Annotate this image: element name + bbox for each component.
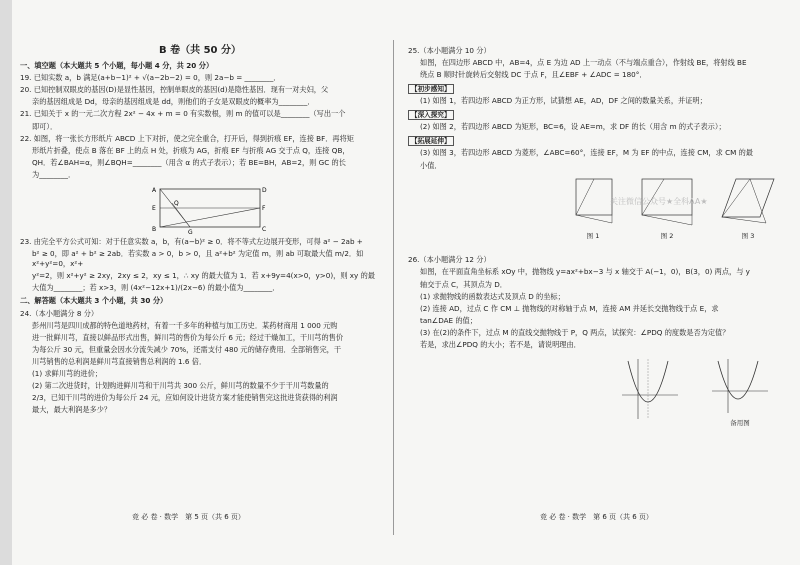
question-24-line2: 进一批鲜川芎，直接以鲜品形式出售，鲜川芎的售价为每公斤 6 元；经过干燥加工，干川芎的售价: [32, 332, 344, 342]
figure-1-caption: 图 1: [586, 231, 600, 240]
question-25-line1: 如图，在四边形 ABCD 中，AB=4，点 E 为边 AD 上一动点（不与端点重合），作射线 BE，将射线 BE: [420, 58, 747, 68]
question-23-line3: y²=2，则 x²+y² ≥ 2xy，2xy ≤ 2，xy ≤ 1，∴ xy 的最大值为 1．若 x+9y=4(x>0，y>0)，则 xy 的最: [32, 271, 375, 281]
question-22-line4: 为________．: [32, 169, 76, 179]
spare-figure: [708, 357, 772, 429]
question-26-part2-end: tan∠DAE 的值；: [420, 315, 477, 325]
svg-text:C: C: [262, 225, 267, 233]
question-26-part3-end: 若是，求出∠PDQ 的大小；若不是，请说明理由．: [420, 340, 581, 349]
svg-text:F: F: [262, 204, 266, 212]
parabola-figure: [618, 357, 682, 421]
question-26-line1: 如图，在平面直角坐标系 xOy 中，抛物线 y=ax²+bx−3 与 x 轴交于 A(−1，0)，B(3，0) 两点，与 y: [420, 267, 750, 277]
question-20-line2: 亲的基因组成是 Dd，母亲的基因组成是 dd，则他们的子女是双眼皮的概率为________．: [32, 97, 315, 107]
tag-initial: 【初步感知】: [408, 84, 454, 94]
question-24-line4: 川芎销售的总利润是鲜川芎直接销售总利润的 1.6 倍．: [32, 356, 207, 366]
tag-extend: 【拓展延伸】: [408, 136, 454, 146]
q22-figure: [150, 183, 270, 235]
svg-text:B: B: [152, 225, 157, 233]
q25-figures: [568, 175, 778, 241]
question-24-line1: 彭州川芎是四川成都的特色道地药材，有着一千多年的种植与加工历史．某药材商用 1 000 元购: [32, 320, 338, 330]
question-21-line2: 即可）．: [32, 121, 58, 131]
question-24-part2-cont: 2/3，已知干川芎的进价为每公斤 24 元，应如何设计进货方案才能使销售完这批进货获得的利润: [32, 393, 338, 403]
figure-2-caption: 图 2: [660, 231, 674, 240]
question-24-part1: (1) 求鲜川芎的进价；: [32, 369, 102, 379]
figure-1: [568, 175, 618, 241]
figure-2: [636, 175, 698, 241]
question-26-part1: (1) 求抛物线的函数表达式及顶点 D 的坐标；: [420, 291, 565, 301]
question-20-line1: 20. 已知控制双眼皮的基因(D)是显性基因，控制单眼皮的基因(d)是隐性基因．现有一对夫妇，父: [20, 85, 329, 95]
question-22-line1: 22. 如图，将一张长方形纸片 ABCD 上下对折，使之完全重合，打开后，得到折痕 EF，连接 BF．再将矩: [20, 133, 354, 143]
left-page: [20, 46, 380, 417]
figure-3-caption: 图 3: [741, 231, 755, 240]
question-23-line2: b² ≥ 0，即 a² + b² ≥ 2ab．若实数 a > 0，b > 0，且 a²+b² 为定值 m，则 ab 可取最大值 m/2．如 x²+y²=0，x²+: [32, 248, 364, 269]
fill-blank-heading: 一、填空题（本大题共 5 个小题，每小题 4 分，共 20 分）: [20, 60, 214, 70]
answer-heading: 二、解答题（本大题共 3 个小题，共 30 分）: [20, 296, 168, 305]
right-footer: 竞 必 卷 · 数学 第 6 页（共 6 页）: [540, 513, 653, 521]
question-25-part2: (2) 如图 2，若四边形 ABCD 为矩形，BC=6，设 AE=m，求 DF 的长（用含 m 的式子表示）；: [420, 122, 726, 132]
svg-text:Q: Q: [174, 199, 179, 207]
svg-text:D: D: [262, 186, 267, 194]
svg-text:E: E: [152, 204, 156, 212]
question-25-part3: (3) 如图 3，若四边形 ABCD 为菱形，∠ABC=60°，连接 EF，M 为 EF 的中点，连接 CM，求 CM 的最: [420, 148, 753, 158]
question-26-line2: 轴交于点 C，其顶点为 D．: [420, 279, 507, 289]
svg-text:A: A: [152, 186, 157, 194]
question-23-line1: 23. 由完全平方公式可知：对于任意实数 a，b，有(a−b)² ≥ 0．将不等式左边展开变形，可得 a² − 2ab +: [20, 236, 363, 246]
left-footer: 竞 必 卷 · 数学 第 5 页（共 6 页）: [132, 513, 245, 521]
right-page: [408, 46, 778, 429]
question-26-part2: (2) 连接 AD，过点 C 作 CM ⊥ 抛物线的对称轴于点 M，连接 AM 并延长交抛物线于点 E，求: [420, 303, 719, 313]
tag-deep: 【深入探究】: [408, 110, 454, 120]
section-title: B 卷（共 50 分）: [159, 45, 241, 56]
watermark: 关注微信公众号★全科AA★: [610, 197, 708, 206]
question-26-part3: (3) 在(2)的条件下，过点 M 的直线交抛物线于 P，Q 两点，试探究：∠PDQ 的度数是否为定值？: [420, 327, 730, 337]
question-25-line2: 绕点 B 顺时针旋转后交射线 DC 于点 F，且∠EBF + ∠ADC = 180°．: [420, 70, 647, 80]
page-divider: [393, 40, 394, 535]
question-24-line3: 为每公斤 30 元，但重量会因水分流失减少 70%，还需支付 480 元的储存费用．全部销售完，干: [32, 344, 342, 354]
question-19: 19. 已知实数 a，b 满足(a+b−1)² + √(a−2b−2) = 0，则 2a−b = ________．: [20, 73, 281, 83]
svg-text:G: G: [188, 228, 193, 235]
question-25-part3-end: 小值．: [420, 160, 442, 170]
question-26-header: 26.（本小题满分 12 分）: [408, 255, 491, 265]
question-22-line3: QH．若∠BAH=α，则∠BQH=________（用含 α 的式子表示）；若 BE=BH，AB=2，则 GC 的长: [32, 157, 346, 167]
figure-3: [716, 175, 780, 241]
question-24-part2: (2) 第二次进货时，计划购进鲜川芎和干川芎共 300 公斤，鲜川芎的数量不少于干川芎数量的: [32, 381, 329, 391]
question-25-header: 25.（本小题满分 10 分）: [408, 46, 491, 55]
question-25-part1: (1) 如图 1，若四边形 ABCD 为正方形，试猜想 AE，AD，DF 之间的数量关系，并证明；: [420, 96, 707, 106]
spare-figure-caption: 备用图: [730, 419, 750, 428]
question-22-line2: 形纸片折叠，使点 B 落在 BF 上的点 H 处，折痕为 AG，折痕 EF 与折痕 AG 交于点 Q，连接 QB，: [32, 145, 350, 155]
question-24-header: 24.（本小题满分 8 分）: [20, 308, 99, 318]
question-21-line1: 21. 已知关于 x 的一元二次方程 2x² − 4x + m = 0 有实数根，则 m 的值可以是________（写出一个: [20, 109, 346, 119]
scan-edge: [0, 0, 12, 565]
q26-figures: [618, 357, 778, 429]
question-23-line4: 大值为________；若 x>3，则 (4x²−12x+1)/(2x−6) 的最小值为________．: [32, 283, 280, 293]
question-24-part2-end: 最大，最大利润是多少？: [32, 405, 112, 415]
